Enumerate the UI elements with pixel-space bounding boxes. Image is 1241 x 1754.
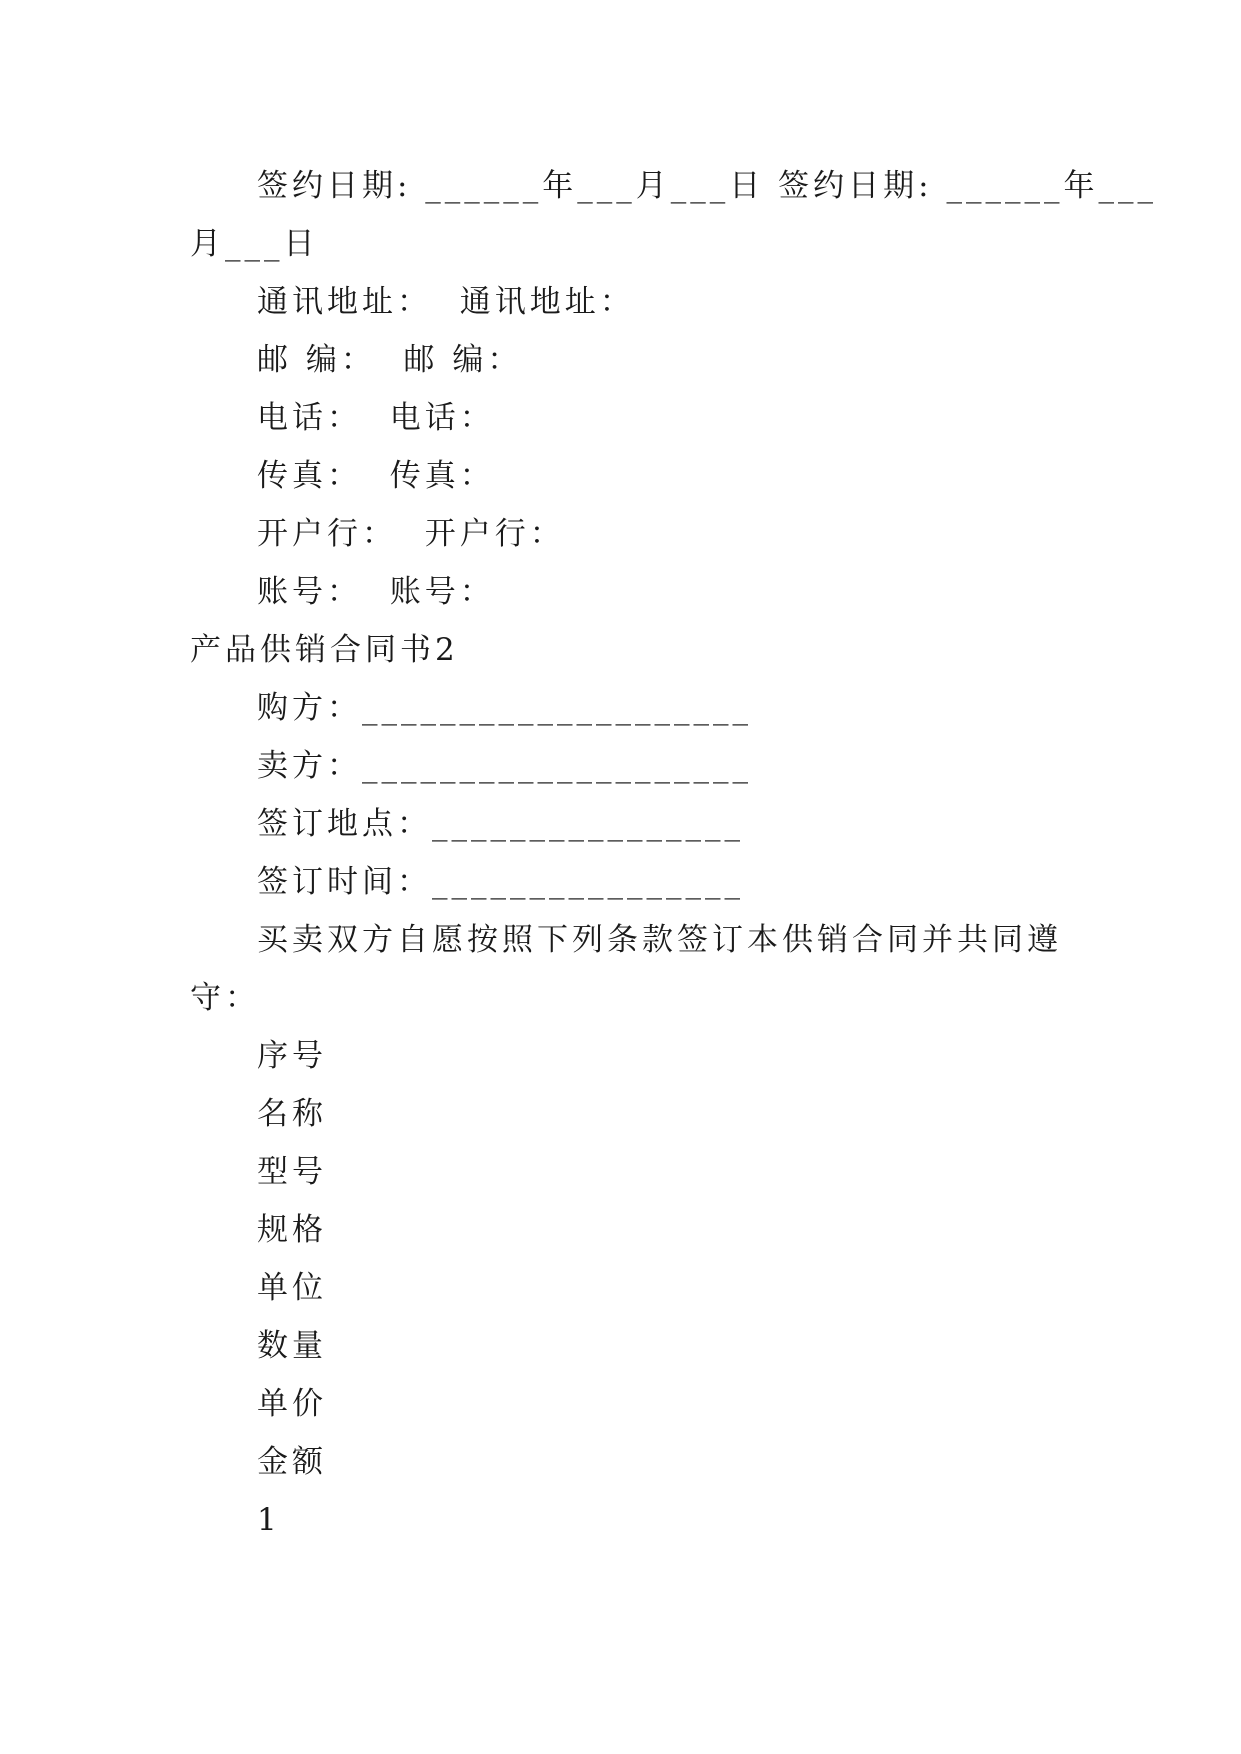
table-header-unit: 单位 bbox=[257, 1270, 327, 1306]
table-header-amount: 金额 bbox=[257, 1444, 327, 1480]
bank-line: 开户行： 开户行： bbox=[257, 516, 565, 552]
sign-time-line: 签订时间：________________ bbox=[257, 864, 744, 900]
sign-place-line: 签订地点：________________ bbox=[257, 806, 744, 842]
seller-line: 卖方：____________________ bbox=[257, 748, 752, 784]
signing-date-line: 签约日期: ______年___月___日 签约日期: ______年___ bbox=[257, 168, 1157, 204]
table-header-quantity: 数量 bbox=[257, 1328, 327, 1364]
buyer-line: 购方：____________________ bbox=[257, 690, 752, 726]
intro-paragraph-cont: 守： bbox=[190, 980, 260, 1016]
account-line: 账号： 账号： bbox=[257, 574, 495, 610]
phone-line: 电话： 电话： bbox=[257, 400, 495, 436]
contract-title: 产品供销合同书2 bbox=[190, 632, 459, 668]
signing-date-line-cont: 月___日 bbox=[190, 226, 319, 262]
table-header-name: 名称 bbox=[257, 1096, 327, 1132]
intro-paragraph: 买卖双方自愿按照下列条款签订本供销合同并共同遵 bbox=[257, 922, 1062, 958]
table-header-model: 型号 bbox=[257, 1154, 327, 1190]
postcode-line: 邮 编： 邮 编： bbox=[257, 342, 523, 378]
address-line: 通讯地址： 通讯地址： bbox=[257, 284, 635, 320]
fax-line: 传真： 传真： bbox=[257, 458, 495, 494]
table-header-spec: 规格 bbox=[257, 1212, 327, 1248]
table-header-no: 序号 bbox=[257, 1038, 327, 1074]
table-header-unit-price: 单价 bbox=[257, 1386, 327, 1422]
table-row-number: 1 bbox=[257, 1502, 281, 1538]
